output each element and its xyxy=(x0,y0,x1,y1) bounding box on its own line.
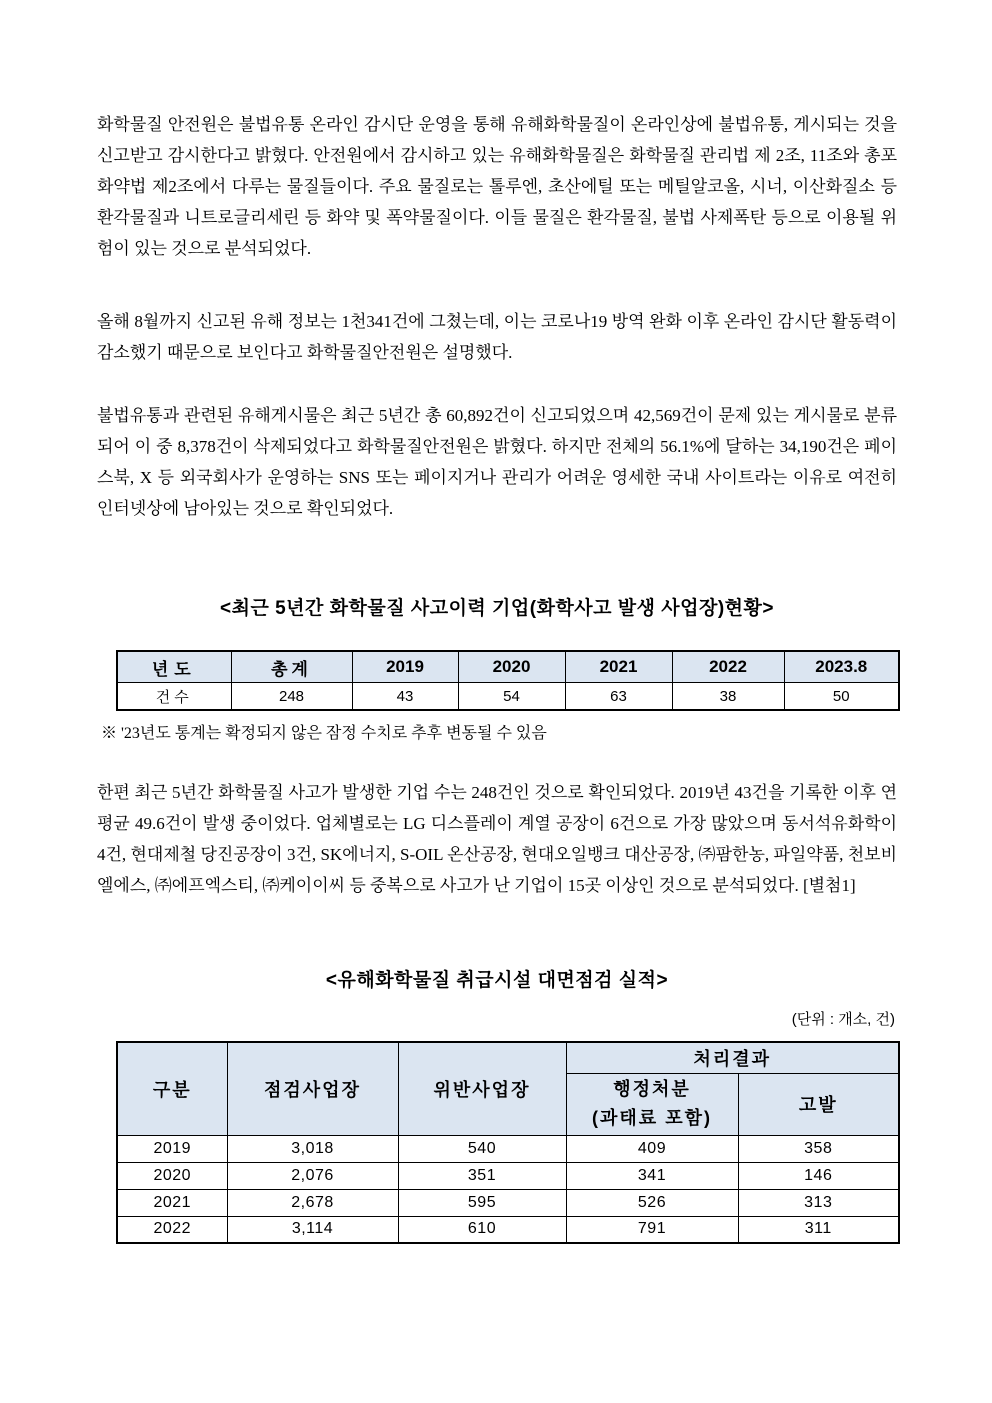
table-cell: 43 xyxy=(352,683,458,711)
table-cell: 526 xyxy=(566,1189,738,1216)
table-cell: 313 xyxy=(738,1189,899,1216)
table-cell: 358 xyxy=(738,1135,899,1162)
col-header-2021: 2021 xyxy=(565,651,672,683)
inspection-results-table xyxy=(116,1041,900,1244)
table-cell: 2,678 xyxy=(227,1189,398,1216)
table-row xyxy=(117,1216,899,1243)
table-footnote: ※ '23년도 통계는 확정되지 않은 잠정 수치로 추후 변동될 수 있음 xyxy=(101,725,547,742)
row-label-cases: 건수 xyxy=(117,683,231,711)
table-cell: 2,076 xyxy=(227,1162,398,1189)
table-cell: 351 xyxy=(398,1162,566,1189)
table-cell: 3,114 xyxy=(227,1216,398,1243)
inspection-table-title: <유해화학물질 취급시설 대면점검 실적> xyxy=(325,970,669,991)
table-cell: 54 xyxy=(458,683,565,711)
col-header-2019: 2019 xyxy=(352,651,458,683)
admin-action-label: 행정처분 xyxy=(613,1079,691,1099)
col-header-category: 구분 xyxy=(117,1042,227,1135)
table-cell: 791 xyxy=(566,1216,738,1243)
table-cell: 50 xyxy=(784,683,899,711)
table-cell: 2022 xyxy=(117,1216,227,1243)
table-cell: 610 xyxy=(398,1216,566,1243)
accident-history-table-title: <최근 5년간 화학물질 사고이력 기업(화학사고 발생 사업장)현황> xyxy=(220,598,774,619)
table-row xyxy=(117,1189,899,1216)
table-cell: 2019 xyxy=(117,1135,227,1162)
table-cell: 540 xyxy=(398,1135,566,1162)
table-row xyxy=(117,683,899,711)
col-header-results-group: 처리결과 xyxy=(566,1042,899,1073)
col-header-total: 총계 xyxy=(231,651,352,683)
table-cell: 341 xyxy=(566,1162,738,1189)
table-row xyxy=(117,1135,899,1162)
body-paragraph-4: 한편 최근 5년간 화학물질 사고가 발생한 기업 수는 248건인 것으로 확인되었다. 2019년 43건을 기록한 이후 연평균 49.6건이 발생 중이었다. 업체별로는 LG 디스플레이 계열 공장이 6건으로 가장 많았으며 동서석유화학이 4건, 현대제철 당진공장이 3건, SK에너지, S-OIL 온산공장, 현대오일뱅크 대산공장, ㈜팜한농, 파일약품, 천보비엘에스, ㈜에프엑스티, ㈜케이이씨 등 중복으로 사고가 난 기업이 15곳 이상인 것으로 분석되었다. [별첨1] xyxy=(97,783,897,895)
admin-action-sublabel: (과태료 포함) xyxy=(592,1108,712,1128)
table-header-row xyxy=(117,651,899,683)
table-cell: 409 xyxy=(566,1135,738,1162)
body-paragraph-3: 불법유통과 관련된 유해게시물은 최근 5년간 총 60,892건이 신고되었으며 42,569건이 문제 있는 게시물로 분류되어 이 중 8,378건이 삭제되었다고 화학물질안전원은 밝혔다. 하지만 전체의 56.1%에 달하는 34,190건은 페이스북, X 등 외국회사가 운영하는 SNS 또는 페이지거나 관리가 어려운 영세한 국내 사이트라는 이유로 여전히 인터넷상에 남아있는 것으로 확인되었다. xyxy=(97,406,897,518)
col-header-2023-8: 2023.8 xyxy=(784,651,899,683)
col-header-year: 년도 xyxy=(117,651,231,683)
col-header-prosecution: 고발 xyxy=(738,1073,899,1135)
col-header-2022: 2022 xyxy=(672,651,784,683)
col-header-violation-sites: 위반사업장 xyxy=(398,1042,566,1135)
col-header-admin-action xyxy=(566,1073,738,1135)
table-cell: 595 xyxy=(398,1189,566,1216)
body-paragraph-2: 올해 8월까지 신고된 유해 정보는 1천341건에 그쳤는데, 이는 코로나19 방역 완화 이후 온라인 감시단 활동력이 감소했기 때문으로 보인다고 화학물질안전원은 설명했다. xyxy=(97,312,897,362)
col-header-2020: 2020 xyxy=(458,651,565,683)
table-cell: 146 xyxy=(738,1162,899,1189)
table-cell: 38 xyxy=(672,683,784,711)
unit-label: (단위 : 개소, 건) xyxy=(791,1011,895,1028)
table-cell: 311 xyxy=(738,1216,899,1243)
table-cell: 2021 xyxy=(117,1189,227,1216)
accident-history-table xyxy=(116,650,900,711)
table-cell: 2020 xyxy=(117,1162,227,1189)
table-cell: 63 xyxy=(565,683,672,711)
table-header-row-1 xyxy=(117,1042,899,1073)
table-cell: 3,018 xyxy=(227,1135,398,1162)
body-paragraph-1: 화학물질 안전원은 불법유통 온라인 감시단 운영을 통해 유해화학물질이 온라인상에 불법유통, 게시되는 것을 신고받고 감시한다고 밝혔다. 안전원에서 감시하고 있는 유해화학물질은 화학물질 관리법 제 2조, 11조와 총포화약법 제2조에서 다루는 물질들이다. 주요 물질로는 톨루엔, 초산에틸 또는 메틸알코올, 시너, 이산화질소 등 환각물질과 니트로글리세린 등 화약 및 폭약물질이다. 이들 물질은 환각물질, 불법 사제폭탄 등으로 이용될 위험이 있는 것으로 분석되었다. xyxy=(97,115,897,258)
table-row xyxy=(117,1162,899,1189)
col-header-inspected-sites: 점검사업장 xyxy=(227,1042,398,1135)
table-cell: 248 xyxy=(231,683,352,711)
